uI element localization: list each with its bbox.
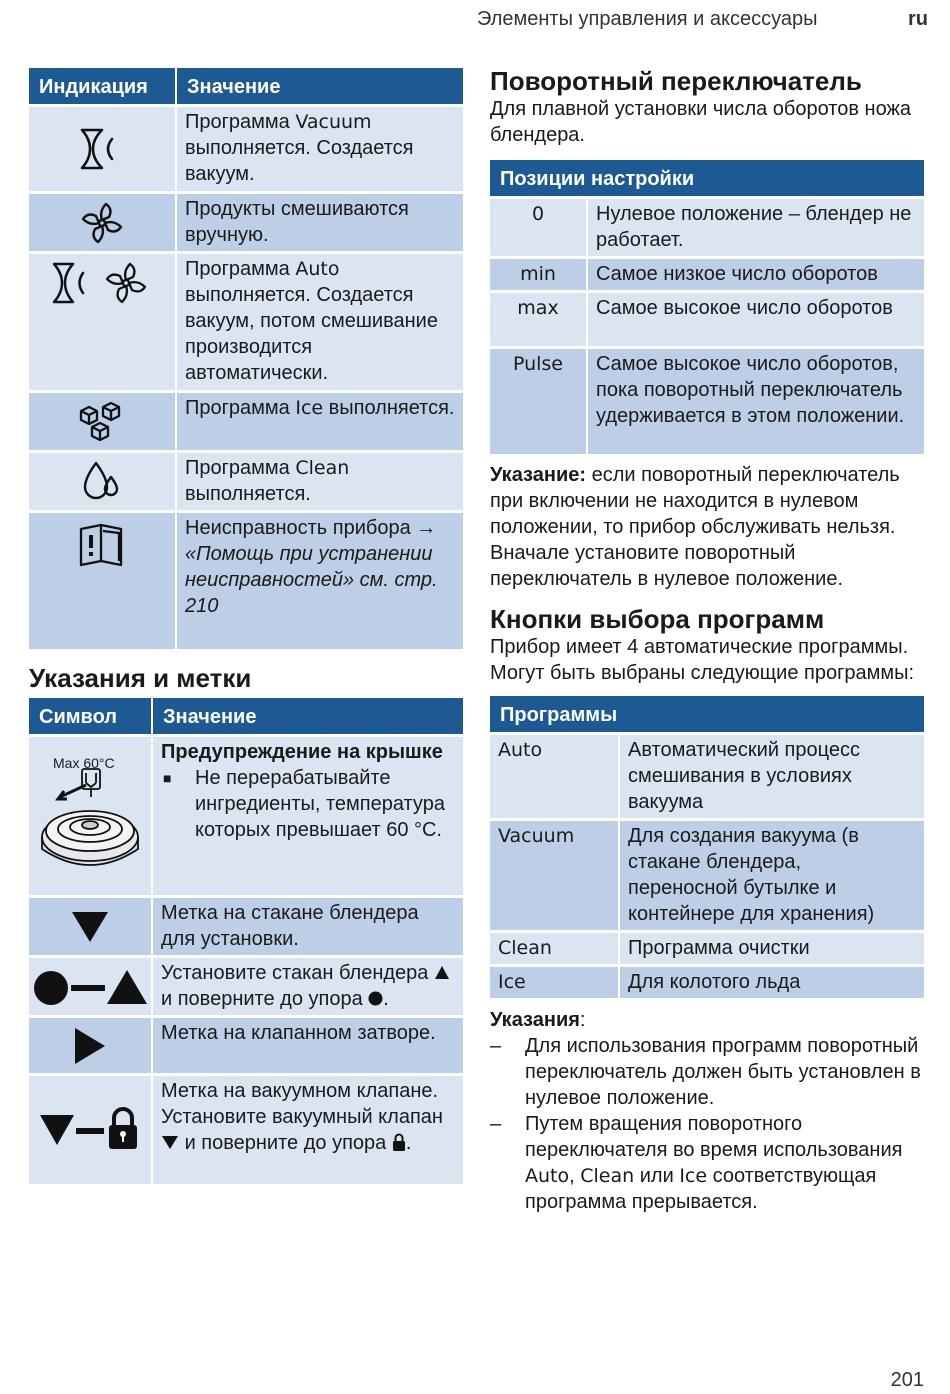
column-header-symbol: Символ bbox=[29, 698, 151, 734]
meaning-cell: Метка на стакане блендера для установки. bbox=[151, 898, 463, 955]
lock-icon bbox=[392, 1133, 406, 1151]
position-cell: 0 bbox=[490, 199, 586, 256]
meaning-cell bbox=[151, 737, 463, 895]
knob-positions-table bbox=[490, 157, 924, 457]
vacuum-and-mixing-icon bbox=[52, 260, 152, 306]
mixing-fan-icon bbox=[79, 200, 125, 246]
left-column bbox=[29, 68, 463, 1187]
description-cell: Для колотого льда bbox=[618, 967, 924, 998]
position-cell: Pulse bbox=[490, 349, 586, 454]
table-row bbox=[29, 898, 463, 955]
table-row bbox=[490, 967, 924, 998]
lid-warning-title: Предупреждение на крышке bbox=[161, 741, 443, 763]
triangle-down-icon bbox=[70, 909, 110, 945]
meaning-cell: Программа Vacuum выполняется. Создается вакуум. bbox=[175, 107, 463, 191]
table-row bbox=[29, 513, 463, 649]
ice-cubes-icon bbox=[77, 399, 127, 445]
symbol-cell bbox=[29, 254, 175, 390]
position-cell: max bbox=[490, 293, 586, 346]
table-row bbox=[490, 735, 924, 818]
list-item: – Для использования программ поворотный переключатель должен быть установлен в нулевое положение. bbox=[490, 1033, 924, 1111]
symbol-cell bbox=[29, 898, 151, 955]
triangle-to-lock-icon bbox=[38, 1107, 142, 1153]
programs-notes-list bbox=[490, 1033, 924, 1215]
table-row bbox=[490, 293, 924, 346]
programs-section-title: Кнопки выбора программ bbox=[490, 604, 825, 634]
symbol-cell bbox=[29, 1076, 151, 1184]
table-row bbox=[29, 737, 463, 895]
program-name-cell: Ice bbox=[490, 967, 618, 998]
water-drop-icon bbox=[79, 459, 125, 505]
column-header-meaning: Значение bbox=[175, 68, 463, 104]
knob-table-header bbox=[490, 160, 924, 196]
note-label: Указание: bbox=[490, 464, 587, 486]
table-row bbox=[29, 1076, 463, 1184]
symbol-cell bbox=[29, 1018, 151, 1073]
program-name: Auto bbox=[295, 258, 340, 280]
table-row bbox=[29, 958, 463, 1015]
programs-notes-label: Указания: bbox=[490, 1009, 586, 1031]
program-name-cell: Clean bbox=[490, 933, 618, 964]
meaning-cell: Установите стакан блендера и поверните до упора . bbox=[151, 958, 463, 1015]
column-header-indication: Индикация bbox=[29, 68, 175, 104]
table-row bbox=[490, 259, 924, 290]
table-row bbox=[29, 1018, 463, 1073]
description-cell: Для создания вакуума (в стакане блендера, переносной бутылке и контейнере для хранения) bbox=[618, 821, 924, 930]
circle-icon bbox=[368, 991, 383, 1006]
position-cell: min bbox=[490, 259, 586, 290]
triangle-up-icon bbox=[434, 965, 450, 980]
description-cell: Самое высокое число оборотов, пока поворотный переключатель удерживается в этом положении. bbox=[586, 349, 924, 454]
program-name-cell: Vacuum bbox=[490, 821, 618, 930]
knob-note: Указание: если поворотный переключатель при включении не находится в нулевом положении, то прибор обслуживать нельзя. Вначале установите поворотный переключатель в нулевое положение. bbox=[490, 464, 900, 590]
description-cell: Нулевое положение – блендер не работает. bbox=[586, 199, 924, 256]
table-row bbox=[29, 453, 463, 510]
meaning-cell: Неисправность прибора → «Помощь при устранении неисправностей» см. стр. 210 bbox=[175, 513, 463, 649]
symbol-cell bbox=[29, 737, 151, 895]
section-title: Элементы управления и аксессуары bbox=[477, 8, 818, 30]
triangle-down-icon bbox=[161, 1135, 179, 1150]
table-row bbox=[29, 194, 463, 251]
table-row bbox=[490, 199, 924, 256]
program-name: Auto bbox=[525, 1165, 570, 1187]
lid-warning-list bbox=[161, 765, 455, 843]
symbol-cell bbox=[29, 393, 175, 450]
description-cell: Самое низкое число оборотов bbox=[586, 259, 924, 290]
program-name-cell: Auto bbox=[490, 735, 618, 818]
table-row bbox=[29, 393, 463, 450]
table-row bbox=[29, 107, 463, 191]
programs-table-header bbox=[490, 696, 924, 732]
table-row bbox=[490, 349, 924, 454]
list-item: ■ Не перерабатывайте ингредиенты, температура которых превышает 60 °C. bbox=[161, 765, 455, 843]
symbol-cell bbox=[29, 107, 175, 191]
indicators-table-header bbox=[29, 68, 463, 104]
triangle-right-icon bbox=[72, 1026, 108, 1066]
meaning-cell: Продукты смешиваются вручную. bbox=[175, 194, 463, 251]
description-cell: Программа очистки bbox=[618, 933, 924, 964]
column-header-positions: Позиции настройки bbox=[490, 160, 924, 196]
program-name: Clean bbox=[580, 1165, 635, 1187]
language-code: ru bbox=[908, 8, 928, 30]
program-name: Clean bbox=[295, 457, 350, 479]
manual-warning-icon bbox=[77, 521, 127, 567]
marks-table bbox=[29, 695, 463, 1187]
symbol-cell bbox=[29, 453, 175, 510]
meaning-cell: Программа Ice выполняется. bbox=[175, 393, 463, 450]
list-item: – Путем вращения поворотного переключателя во время использования Auto, Clean или Ice соответствующая программа прерывается. bbox=[490, 1111, 924, 1215]
arrow-right-icon: → bbox=[416, 517, 437, 539]
knob-section-title: Поворотный переключатель bbox=[490, 66, 862, 96]
table-row bbox=[29, 254, 463, 390]
lid-temperature-label: Max 60°C bbox=[53, 755, 115, 771]
program-name: Ice bbox=[679, 1165, 708, 1187]
meaning-cell: Программа Clean выполняется. bbox=[175, 453, 463, 510]
right-column bbox=[490, 68, 924, 1215]
indicators-table bbox=[29, 65, 463, 652]
meaning-cell: Метка на клапанном затворе. bbox=[151, 1018, 463, 1073]
description-cell: Самое высокое число оборотов bbox=[586, 293, 924, 346]
symbol-cell bbox=[29, 194, 175, 251]
programs-intro: Прибор имеет 4 автоматические программы. Могут быть выбраны следующие программы: bbox=[490, 636, 915, 684]
knob-intro: Для плавной установки числа оборотов ножа блендера. bbox=[490, 98, 911, 146]
description-cell: Автоматический процесс смешивания в условиях вакуума bbox=[618, 735, 924, 818]
cross-reference-link[interactable]: «Помощь при устранении неисправностей» см. стр. 210 bbox=[185, 543, 438, 617]
page-header bbox=[477, 6, 928, 34]
programs-table bbox=[490, 693, 924, 1001]
vacuum-icon bbox=[78, 125, 126, 173]
table-row bbox=[490, 821, 924, 930]
program-name: Ice bbox=[295, 397, 324, 419]
meaning-cell: Программа Auto выполняется. Создается вакуум, потом смешивание производится автоматически. bbox=[175, 254, 463, 390]
symbol-cell bbox=[29, 513, 175, 649]
marks-section-title: Указания и метки bbox=[29, 663, 252, 693]
page-number: 201 bbox=[890, 1369, 924, 1391]
blender-lid-icon bbox=[34, 757, 146, 889]
table-row bbox=[490, 933, 924, 964]
meaning-cell: Метка на вакуумном клапане. Установите вакуумный клапан и поверните до упора . bbox=[151, 1076, 463, 1184]
circle-to-triangle-icon bbox=[31, 967, 149, 1007]
marks-table-header bbox=[29, 698, 463, 734]
program-name: Vacuum bbox=[295, 111, 372, 133]
column-header-meaning: Значение bbox=[151, 698, 463, 734]
symbol-cell bbox=[29, 958, 151, 1015]
column-header-programs: Программы bbox=[490, 696, 924, 732]
